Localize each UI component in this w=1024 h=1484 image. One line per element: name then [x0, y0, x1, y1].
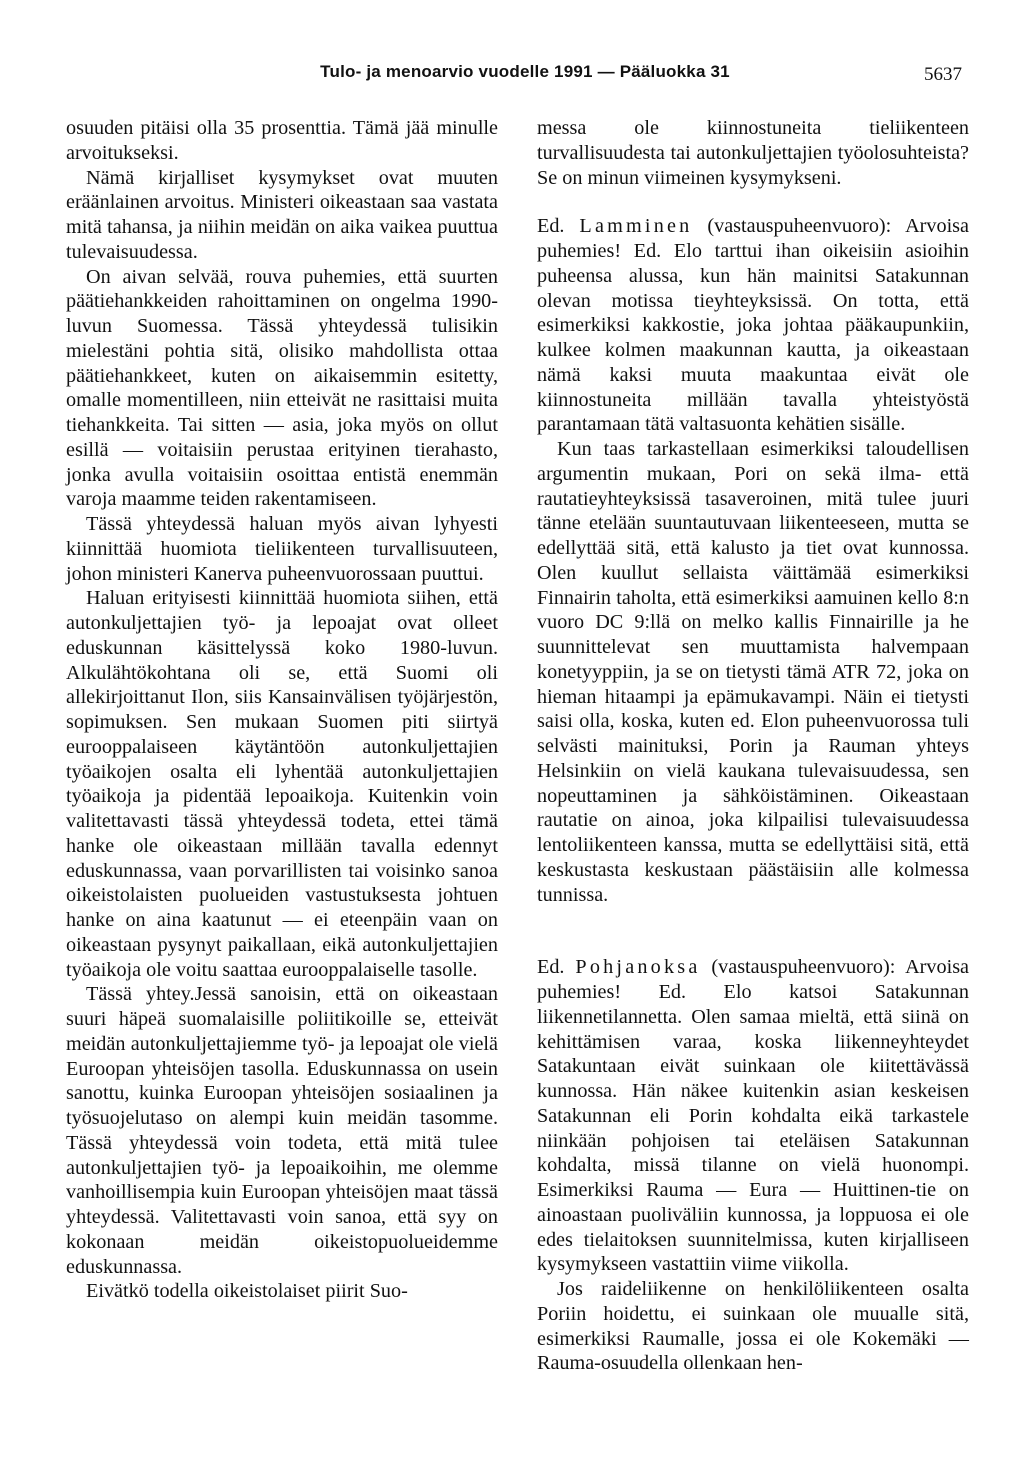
left-column [66, 116, 498, 1304]
paragraph: Haluan erityisesti kiinnittää huomiota siihen, että autonkuljettajien työ- ja lepoajat ovat olleet eduskunnan käsittelyssä koko 1980-luvun. Alkulähtökohtana oli se, että Suomi oli allekirjoittanut Ilon, siis Kansainvälisen työjärjestön, sopimuksen. Sen mukaan Suomen piti siirtyä eurooppalaiseen käytäntöön autonkuljettajien työaikojen osalta eli lyhentää autonkuljettajien työaikoja ja pidentää lepoaikoja. Kuitenkin voin valitettavasti tässä yhteydessä todeta, ettei tämä hanke ole oikeastaan millään tavalla edennyt eduskunnassa, vaan porvarillisten tai voisinko sanoa oikeistolaisten puolueiden vastustuksesta johtuen hanke on aina kaatunut — ei eteenpäin vaan on oikeastaan pysynyt paikallaan, eikä autonkuljettajien työaikoja ole voitu saattaa eurooppalaiselle tasolle. [66, 587, 498, 981]
paragraph: On aivan selvää, rouva puhemies, että suurten päätiehankkeiden rahoittaminen on ongelma 1990-luvun Suomessa. Tässä yhteydessä tulisikin mielestäni pohtia sitä, olisiko mahdollista ottaa päätiehankkeet, kuten on aikaisemmin esitetty, omalle momentilleen, niin etteivät ne rasittaisi muita tiehankkeita. Tai sitten — asia, joka myös on ollut esillä — voitaisiin perustaa erityinen tierahasto, jonka avulla voitaisiin osoittaa entistä enemmän varoja maamme teiden rakentamiseen. [66, 265, 498, 511]
paragraph: Jos raideliikenne on henkilöliikenteen osalta Poriin hoidettu, ei suinkaan ole muualle sitä, esimerkiksi Raumalle, jossa ei ole Kokemäki — Rauma-osuudella ollenkaan hen- [537, 1278, 969, 1375]
paragraph: osuuden pitäisi olla 35 prosenttia. Tämä jää minulle arvoitukseksi. [66, 117, 498, 164]
paragraph: messa ole kiinnostuneita tieliikenteen turvallisuudesta tai autonkuljettajien työolosuhteista? Se on minun viimeinen kysymykseni. [537, 117, 969, 189]
paragraph: Kun taas tarkastellaan esimerkiksi taloudellisen argumentin mukaan, Pori on sekä ilma- että rautatieyhteyksissä tasaveroinen, mitä tulee juuri tänne etelään suuntautuvaan liikenteeseen, mutta se edellyttää sitä, että kalusto ja tiet ovat kunnossa. Olen kuullut sellaista väittämää esimerkiksi Finnairin taholta, että esimerkiksi aamuinen kello 8:n vuoro DC 9:llä on melko kallis Finnairille ja he suunnittelevat sen muuttamista halvempaan konetyyppiin, ja se on tietysti tämä ATR 72, joka on hieman hitaampi ja epämukavampi. Näin ei tietysti saisi olla, koska, kuten ed. Elon puheenvuorossa tuli selvästi mainituksi, Porin ja Rauman yhteys Helsinkiin on vielä kaukana tulevaisuudessa, sen nopeuttaminen ja sähköistäminen. Oikeastaan rautatie on ainoa, joka kilpailisi tulevaisuudessa lentoliikenteen kanssa, mutta se edellyttäisi sitä, että keskustasta keskustaan päästäisiin alle kolmessa tunnissa. [537, 438, 969, 906]
speech-pohjanoksa [537, 955, 969, 1277]
speech-text: (vastauspuheenvuoro): Arvoisa puhemies! Ed. Elo katsoi Satakunnan liikennetilannetta. Olen samaa mieltä, että siinä on kehittämisen varaa, koska liikenneyhteydet Satakuntaan eivät suinkaan ole kiitettävässä kunnossa. Hän näkee kuitenkin asian keskeisen Satakunnan eli Porin kohdalta eikä tarkastele niinkään pohjoisen tai eteläisen Satakunnan kohdalta, missä tilanne on vielä huonompi. Esimerkiksi Rauma — Eura — Huittinen-tie on ainoastaan puoliväliin kunnossa, ja loppuosa ei ole edes tielaitoksen suunnitelmissa, kuten kirjalliseen kysymykseen vastattiin viime viikolla. [537, 956, 970, 1276]
speech-lamminen [537, 214, 969, 437]
paragraph: Tässä yhteydessä haluan myös aivan lyhyesti kiinnittää huomiota tieliikenteen turvallisuuteen, johon ministeri Kanerva puheenvuorossaan puuttui. [66, 513, 498, 585]
right-column [537, 116, 969, 1376]
paragraph: Nämä kirjalliset kysymykset ovat muuten eräänlainen arvoitus. Ministeri oikeastaan saa vastata mitä tahansa, ja niihin meidän on aika vaikea puuttua tulevaisuudessa. [66, 166, 498, 263]
speaker-prefix: Ed. [537, 956, 565, 979]
speaker-name: Pohjanoksa [575, 956, 701, 979]
speaker-name: Lamminen [579, 215, 693, 238]
speaker-prefix: Ed. [537, 215, 565, 238]
page-number: 5637 [924, 64, 962, 85]
speech-text: (vastauspuheenvuoro): Arvoisa puhemies! Ed. Elo tarttui ihan oikeisiin asioihin puheensa alussa, kun hän mainitsi Satakunnan olevan motissa tieyhteyksissä. On totta, että esimerkiksi kakkostie, joka johtaa pääkaupunkiin, kulkee kolmen maakunnan kautta, ja oikeastaan nämä kaksi muuta maakuntaa eivät ole kiinnostuneita millään tavalla yhteistyöstä parantamaan tätä valtasuonta kehätien sisälle. [537, 215, 969, 436]
running-title: Tulo- ja menoarvio vuodelle 1991 — Pääluokka 31 [320, 62, 730, 81]
paragraph: Eivätkö todella oikeistolaiset piirit Suo- [86, 1280, 408, 1303]
paragraph: Tässä yhtey.Jessä sanoisin, että on oikeastaan suuri häpeä suomalaisille poliitikoille se, etteivät meidän autonkuljettajiemme työ- ja lepoajat ole vielä Euroopan yhteisöjen tasolla. Eduskunnassa on usein sanottu, kuinka Euroopan yhteisöjen sosiaalinen ja työsuojelutaso on alempi kuin meidän tasomme. Tässä yhteydessä voin todeta, että mitä tulee autonkuljettajien työ- ja lepoaikoihin, me olemme vanhoillisempia kuin Euroopan yhteisöjen maat tässä yhteydessä. Valitettavasti voin sanoa, että syy on kokonaan meidän oikeistopuolueidemme eduskunnassa. [66, 983, 498, 1278]
